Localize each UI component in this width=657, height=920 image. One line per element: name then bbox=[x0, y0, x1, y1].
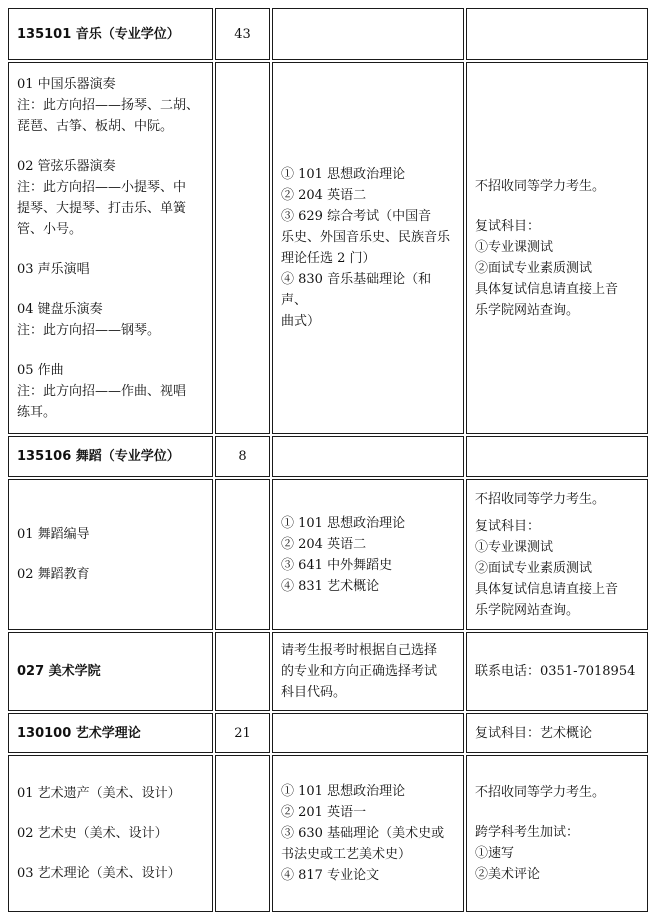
art-theory-program-title-text: 130100 艺术学理论 bbox=[17, 725, 141, 741]
art-theory-body-quota-empty bbox=[215, 755, 270, 912]
art-college-exam-note-text: 请考生报考时根据自己选择 的专业和方向正确选择考试 科目代码。 bbox=[281, 643, 438, 700]
direction-name: 03 艺术理论（美术、设计） bbox=[17, 866, 181, 881]
dance-exam-subjects-text: ① 101 思想政治理论 ② 204 英语二 ③ 641 中外舞蹈史 ④ 831 艺术概论 bbox=[281, 515, 406, 594]
art-theory-remarks bbox=[466, 755, 648, 912]
dance-remarks-empty bbox=[466, 436, 648, 477]
direction-name: 02 艺术史（美术、设计） bbox=[17, 826, 168, 841]
direction-item bbox=[17, 74, 204, 137]
art-theory-exams-empty bbox=[272, 713, 464, 753]
music-remark-retest: 复试科目： ①专业课测试 ②面试专业素质测试 具体复试信息请直接上音 乐学院网站查询。 bbox=[475, 218, 619, 318]
art-theory-remark-no-equivalent: 不招收同等学力考生。 bbox=[475, 785, 606, 800]
dance-remark-no-equivalent: 不招收同等学力考生。 bbox=[475, 491, 606, 507]
direction-name: 05 作曲 bbox=[17, 362, 64, 378]
art-college-title-text: 027 美术学院 bbox=[17, 664, 101, 679]
music-body-quota-empty bbox=[215, 62, 270, 434]
direction-note: 注：此方向招——作曲、视唱 练耳。 bbox=[17, 383, 187, 420]
music-remarks bbox=[466, 62, 648, 434]
dance-remark-retest: 复试科目： ①专业课测试 ②面试专业素质测试 具体复试信息请直接上音 乐学院网站查询。 bbox=[475, 518, 619, 618]
music-directions bbox=[8, 62, 213, 434]
art-theory-program-title bbox=[8, 713, 213, 753]
art-college-exam-note bbox=[272, 632, 464, 711]
direction-name: 01 艺术遗产（美术、设计） bbox=[17, 786, 181, 801]
art-college-phone: 联系电话：0351-7018954 bbox=[475, 664, 636, 679]
dance-program-title bbox=[8, 436, 213, 477]
direction-note: 注：此方向招——扬琴、二胡、 琵琶、古筝、板胡、中阮。 bbox=[17, 97, 200, 134]
direction-item bbox=[17, 299, 204, 341]
music-exams-empty bbox=[272, 8, 464, 60]
music-program-title bbox=[8, 8, 213, 60]
direction-item bbox=[17, 360, 204, 423]
art-theory-quota bbox=[215, 713, 270, 753]
art-theory-exam-subjects-text: ① 101 思想政治理论 ② 201 英语一 ③ 630 基础理论（美术史或 书法史或工艺美术史） ④ 817 专业论文 bbox=[281, 784, 445, 883]
music-exam-subjects-text: ① 101 思想政治理论 ② 204 英语二 ③ 629 综合考试（中国音 乐史、外国音乐史、民族音乐 理论任选 2 门） ④ 830 音乐基础理论（和声、 曲式） bbox=[281, 167, 451, 329]
art-college-quota-empty bbox=[215, 632, 270, 711]
art-theory-retest-text: 复试科目：艺术概论 bbox=[475, 725, 593, 741]
dance-exam-subjects bbox=[272, 479, 464, 630]
music-program-title-text: 135101 音乐（专业学位） bbox=[17, 26, 180, 42]
dance-body-quota-empty bbox=[215, 479, 270, 630]
direction-item bbox=[17, 156, 204, 240]
art-college-contact bbox=[466, 632, 648, 711]
music-quota-text: 43 bbox=[234, 26, 251, 42]
dance-quota-text: 8 bbox=[238, 449, 247, 464]
direction-note: 注：此方向招——小提琴、中 提琴、大提琴、打击乐、单簧 管、小号。 bbox=[17, 179, 187, 237]
direction-name: 01 中国乐器演奏 bbox=[17, 76, 116, 92]
dance-remarks bbox=[466, 479, 648, 630]
direction-name: 02 舞蹈教育 bbox=[17, 567, 90, 582]
direction-item bbox=[17, 259, 204, 280]
music-exam-subjects bbox=[272, 62, 464, 434]
direction-name: 03 声乐演唱 bbox=[17, 261, 90, 277]
dance-directions bbox=[8, 479, 213, 630]
art-college-title bbox=[8, 632, 213, 711]
music-remarks-empty bbox=[466, 8, 648, 60]
direction-name: 02 管弦乐器演奏 bbox=[17, 158, 116, 174]
dance-program-title-text: 135106 舞蹈（专业学位） bbox=[17, 449, 180, 464]
art-theory-quota-text: 21 bbox=[234, 725, 251, 741]
art-theory-exam-subjects bbox=[272, 755, 464, 912]
art-theory-remark-extra-exam: 跨学科考生加试： ①速写 ②美术评论 bbox=[475, 825, 580, 882]
art-theory-retest bbox=[466, 713, 648, 753]
direction-note: 注：此方向招——钢琴。 bbox=[17, 322, 161, 338]
dance-exams-empty bbox=[272, 436, 464, 477]
direction-name: 01 舞蹈编导 bbox=[17, 527, 90, 542]
art-theory-directions bbox=[8, 755, 213, 912]
music-quota bbox=[215, 8, 270, 60]
direction-name: 04 键盘乐演奏 bbox=[17, 301, 103, 317]
dance-quota bbox=[215, 436, 270, 477]
music-remark-no-equivalent: 不招收同等学力考生。 bbox=[475, 178, 606, 194]
